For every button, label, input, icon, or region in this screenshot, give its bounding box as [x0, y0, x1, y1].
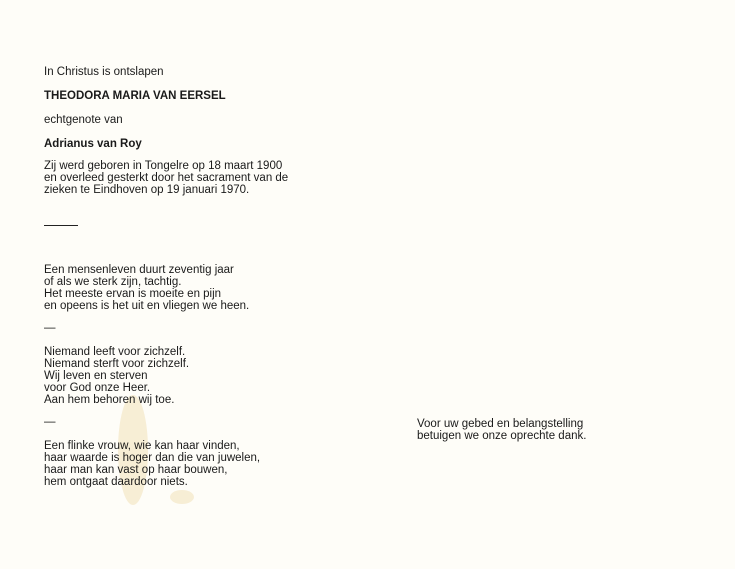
thanks-line: Voor uw gebed en belangstelling: [417, 418, 584, 430]
thanks-line: betuigen we onze oprechte dank.: [417, 430, 587, 442]
verse-line: hem ontgaat daardoor niets.: [44, 476, 188, 488]
spouse-label: echtgenote van: [44, 114, 123, 126]
verse-line: of als we sterk zijn, tachtig.: [44, 276, 182, 288]
verse-line: Een mensenleven duurt zeventig jaar: [44, 264, 234, 276]
section-rule: [44, 225, 78, 226]
verse-line: Het meeste ervan is moeite en pijn: [44, 288, 222, 300]
spouse-name: Adrianus van Roy: [44, 138, 142, 150]
verse-line: voor God onze Heer.: [44, 382, 151, 394]
verse-line: Niemand sterft voor zichzelf.: [44, 358, 190, 370]
verse-line: Aan hem behoren wij toe.: [44, 394, 175, 406]
intro-text: In Christus is ontslapen: [44, 66, 164, 78]
verse-line: en opeens is het uit en vliegen we heen.: [44, 300, 250, 312]
bio-line: Zij werd geboren in Tongelre op 18 maart 1900: [44, 160, 283, 172]
paper-stain: [170, 490, 194, 504]
verse-line: Een flinke vrouw, wie kan haar vinden,: [44, 440, 240, 452]
separator-dash: —: [44, 416, 56, 428]
verse-line: haar man kan vast op haar bouwen,: [44, 464, 228, 476]
bio-line: zieken te Eindhoven op 19 januari 1970.: [44, 184, 250, 196]
verse-line: Wij leven en sterven: [44, 370, 148, 382]
separator-dash: —: [44, 322, 56, 334]
verse-line: haar waarde is hoger dan die van juwelen,: [44, 452, 261, 464]
deceased-name: THEODORA MARIA VAN EERSEL: [44, 90, 226, 102]
bio-line: en overleed gesterkt door het sacrament van de: [44, 172, 289, 184]
verse-line: Niemand leeft voor zichzelf.: [44, 346, 186, 358]
